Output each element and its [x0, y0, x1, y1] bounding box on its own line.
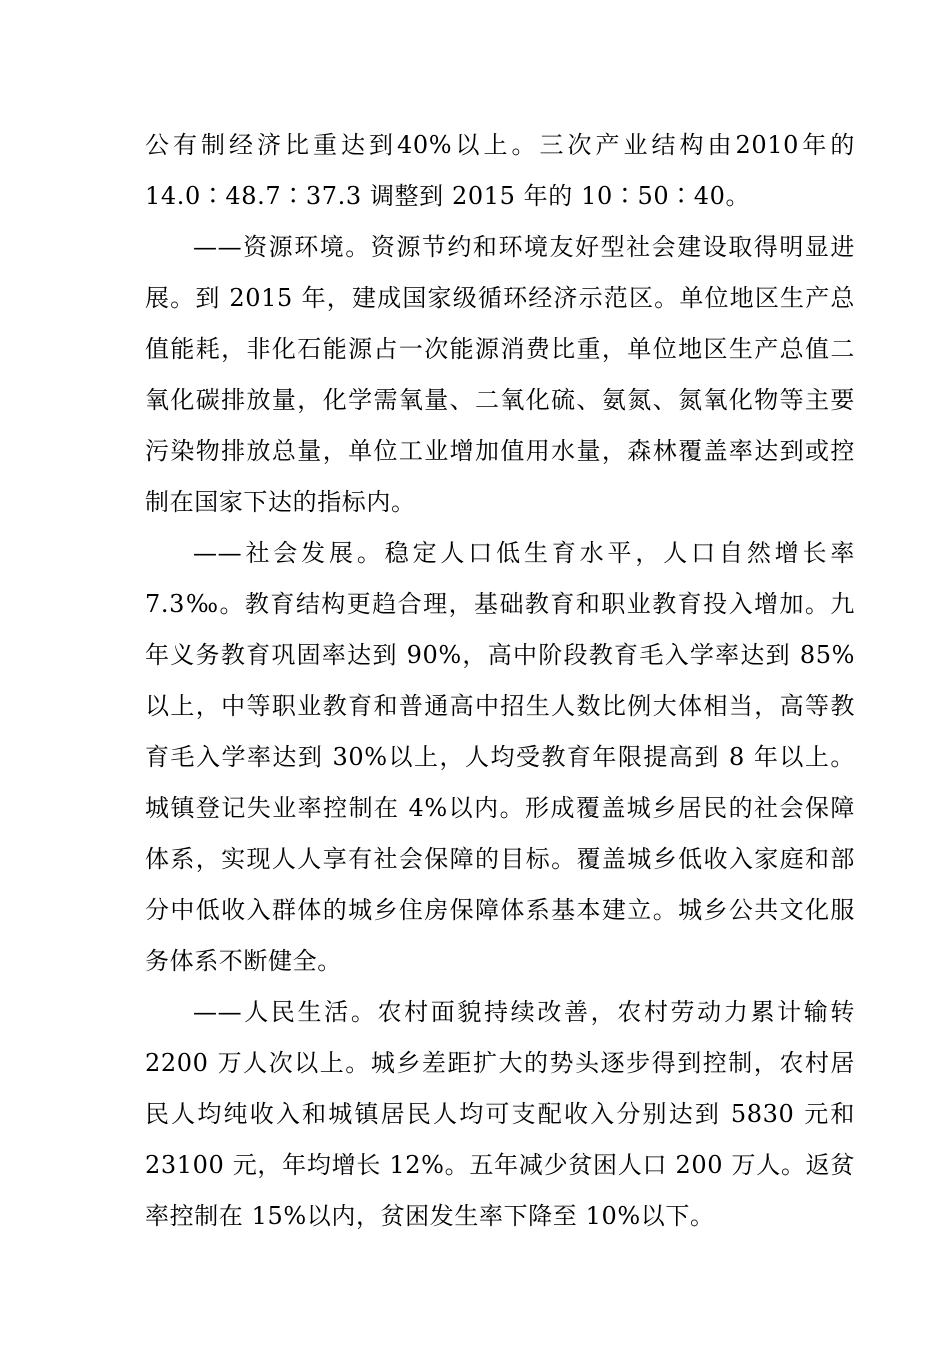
paragraph-economic-structure: 公有制经济比重达到40%以上。三次产业结构由2010年的14.0∶48.7∶37.3 调整到 2015 年的 10∶50∶40。: [145, 131, 855, 210]
paragraph-social-development: ——社会发展。稳定人口低生育水平，人口自然增长率7.3‰。教育结构更趋合理，基础教育和职业教育投入增加。九年义务教育巩固率达到 90%，高中阶段教育毛入学率达到 85%以上，中等职业教育和普通高中招生人数比例大体相当，高等教育毛入学率达到 30%以上，人均受教育年限提高到 8 年以上。城镇登记失业率控制在 4%以内。形成覆盖城乡居民的社会保障体系，实现人人享有社会保障的目标。覆盖城乡低收入家庭和部分中低收入群体的城乡住房保障体系基本建立。城乡公共文化服务体系不断健全。: [145, 539, 855, 975]
body-text: [145, 120, 855, 1242]
paragraph-people-livelihood: ——人民生活。农村面貌持续改善，农村劳动力累计输转2200 万人次以上。城乡差距扩大的势头逐步得到控制，农村居民人均纯收入和城镇居民人均可支配收入分别达到 5830 元和23100 元，年均增长 12%。五年减少贫困人口 200 万人。返贫率控制在 15%以内，贫困发生率下降至 10%以下。: [145, 998, 855, 1230]
paragraph-resource-environment: ——资源环境。资源节约和环境友好型社会建设取得明显进展。到 2015 年，建成国家级循环经济示范区。单位地区生产总值能耗，非化石能源占一次能源消费比重，单位地区生产总值二氧化碳排放量，化学需氧量、二氧化硫、氨氮、氮氧化物等主要污染物排放总量，单位工业增加值用水量，森林覆盖率达到或控制在国家下达的指标内。: [145, 233, 855, 516]
